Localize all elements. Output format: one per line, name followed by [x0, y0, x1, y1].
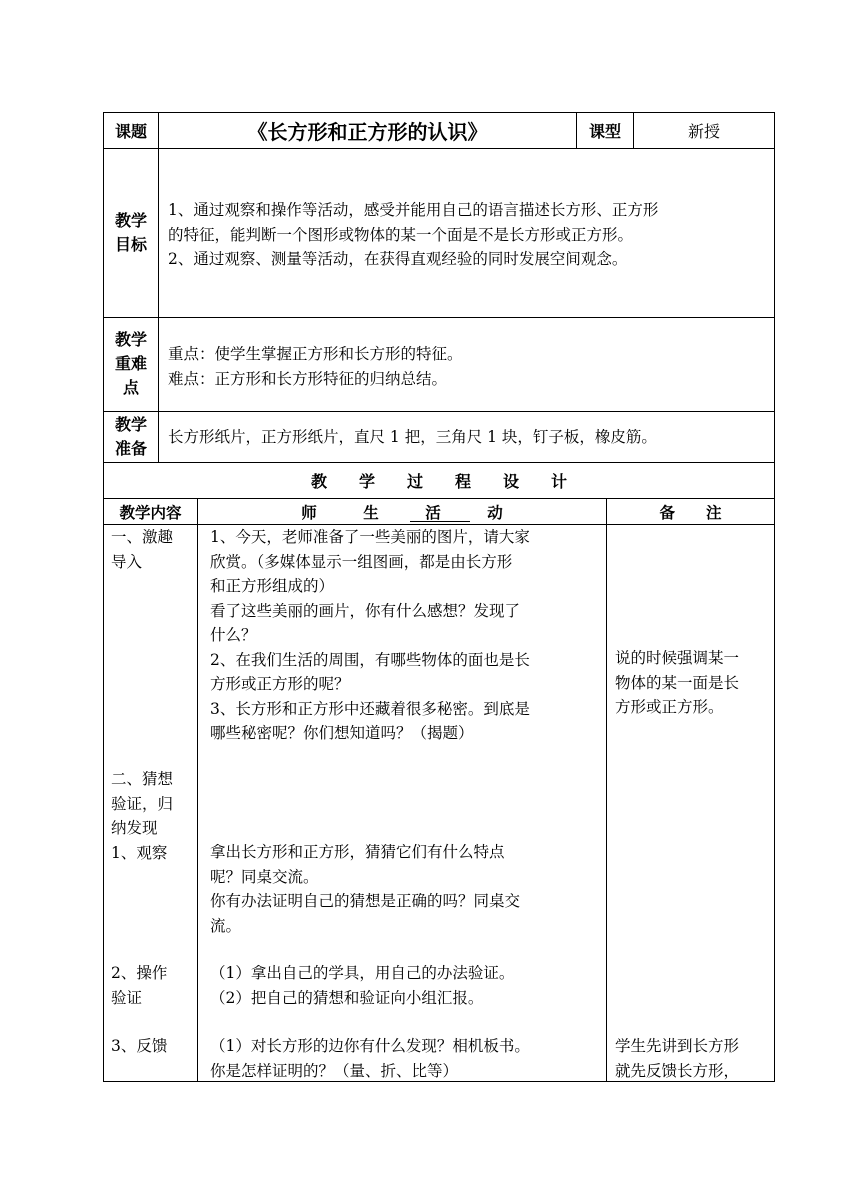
- activity-line: 2、在我们生活的周围，有哪些物体的面也是长: [210, 650, 530, 669]
- note-feedback: [615, 1034, 739, 1083]
- activity-line: 哪些秘密呢？你们想知道吗？（揭题）: [210, 724, 474, 742]
- activity-feedback: [210, 1034, 530, 1083]
- key-points-label: [104, 328, 158, 400]
- section-line: 1、观察: [111, 843, 168, 862]
- section-line: 验证: [111, 988, 143, 1007]
- goals-label-line: 教学: [114, 211, 147, 230]
- col-header-notes: 备 注: [659, 502, 722, 522]
- activity-line: 方形或正方形的呢？: [210, 675, 350, 693]
- section-guess-verify: [111, 767, 173, 865]
- goals-line: 的特征，能判断一个图形或物体的某一个面是不是长方形或正方形。: [168, 225, 634, 244]
- section-operate: [111, 961, 167, 1010]
- prep-line: 长方形纸片，正方形纸片，直尺 1 把，三角尺 1 块，钉子板，橡皮筋。: [168, 428, 657, 446]
- section-line: 导入: [111, 552, 143, 571]
- key-points-label-line: 点: [122, 378, 139, 397]
- table-line: [158, 112, 159, 462]
- activity-line: 1、今天，老师准备了一些美丽的图片，请大家: [210, 528, 530, 546]
- section-intro: [111, 525, 173, 574]
- key-point-line: 难点：正方形和长方形特征的归纳总结。: [168, 369, 448, 388]
- table-line: [103, 148, 775, 149]
- note-line: 就先反馈长方形，: [615, 1061, 740, 1080]
- section-line: 一、激趣: [111, 528, 174, 546]
- activity-line: （1）拿出自己的学具，用自己的办法验证。: [210, 964, 515, 982]
- activity-observe: [210, 840, 520, 938]
- table-line: [606, 498, 607, 1082]
- note-line: 学生先讲到长方形: [615, 1037, 740, 1055]
- section-line: 2、操作: [111, 964, 168, 982]
- goals-line: 2、通过观察、测量等活动，在获得直观经验的同时发展空间观念。: [168, 250, 628, 268]
- section-line: 验证，归: [111, 794, 174, 813]
- lesson-type-label: 课型: [588, 122, 621, 141]
- activity-line: （2）把自己的猜想和验证向小组汇报。: [210, 988, 484, 1007]
- table-line: [197, 498, 198, 1082]
- activity-line: 你有办法证明自己的猜想是正确的吗？同桌交: [210, 892, 521, 910]
- note-intro: [615, 646, 739, 720]
- activity-line: 和正方形组成的）: [210, 577, 335, 595]
- prep-label-line: 教学: [114, 415, 147, 434]
- activity-line: 看了这些美丽的画片，你有什么感想？发现了: [210, 601, 521, 620]
- section-line: 纳发现: [111, 819, 158, 837]
- lesson-title: 《长方形和正方形的认识》: [247, 120, 488, 144]
- activity-operate: [210, 961, 514, 1010]
- activity-intro: [210, 525, 530, 746]
- col-header-activity: 师 生 活 动: [301, 502, 503, 522]
- section-line: 二、猜想: [111, 770, 174, 788]
- activity-line: 什么？: [210, 626, 257, 644]
- goals-text: [168, 198, 658, 272]
- process-title: 教 学 过 程 设 计: [310, 472, 567, 491]
- activity-line: 流。: [210, 916, 242, 935]
- activity-line: （1）对长方形的边你有什么发现？相机板书。: [210, 1037, 530, 1055]
- goals-line: 1、通过观察和操作等活动，感受并能用自己的语言描述长方形、正方形: [168, 201, 659, 219]
- table-line: [103, 411, 775, 412]
- activity-header-underline: [410, 521, 470, 522]
- lesson-type-value: 新授: [687, 122, 720, 141]
- table-border-right: [774, 112, 775, 1082]
- prep-label-line: 准备: [114, 439, 147, 458]
- section-feedback: [111, 1034, 167, 1059]
- goals-label: [104, 209, 158, 257]
- activity-line: 3、长方形和正方形中还藏着很多秘密。到底是: [210, 699, 530, 718]
- table-line: [103, 317, 775, 318]
- col-header-content: 教学内容: [119, 502, 182, 522]
- activity-line: 你是怎样证明的？（量、折、比等）: [210, 1061, 459, 1080]
- key-points-label-line: 教学: [114, 330, 147, 349]
- note-line: 物体的某一面是长: [615, 673, 740, 692]
- activity-line: 呢？同桌交流。: [210, 867, 319, 886]
- activity-line: 拿出长方形和正方形，猜猜它们有什么特点: [210, 843, 505, 861]
- table-border-left: [103, 112, 104, 1082]
- goals-label-line: 目标: [114, 235, 147, 254]
- section-line: 3、反馈: [111, 1037, 168, 1055]
- note-line: 说的时候强调某一: [615, 649, 740, 667]
- note-line: 方形或正方形。: [615, 698, 724, 716]
- key-points-label-line: 重难: [114, 354, 147, 373]
- activity-line: 欣赏。（多媒体显示一组图画，都是由长方形: [210, 552, 513, 571]
- key-points-text: [168, 342, 463, 391]
- topic-label: 课题: [114, 122, 147, 141]
- prep-label: [104, 413, 158, 461]
- key-point-line: 重点：使学生掌握正方形和长方形的特征。: [168, 345, 463, 363]
- prep-text: [168, 425, 657, 450]
